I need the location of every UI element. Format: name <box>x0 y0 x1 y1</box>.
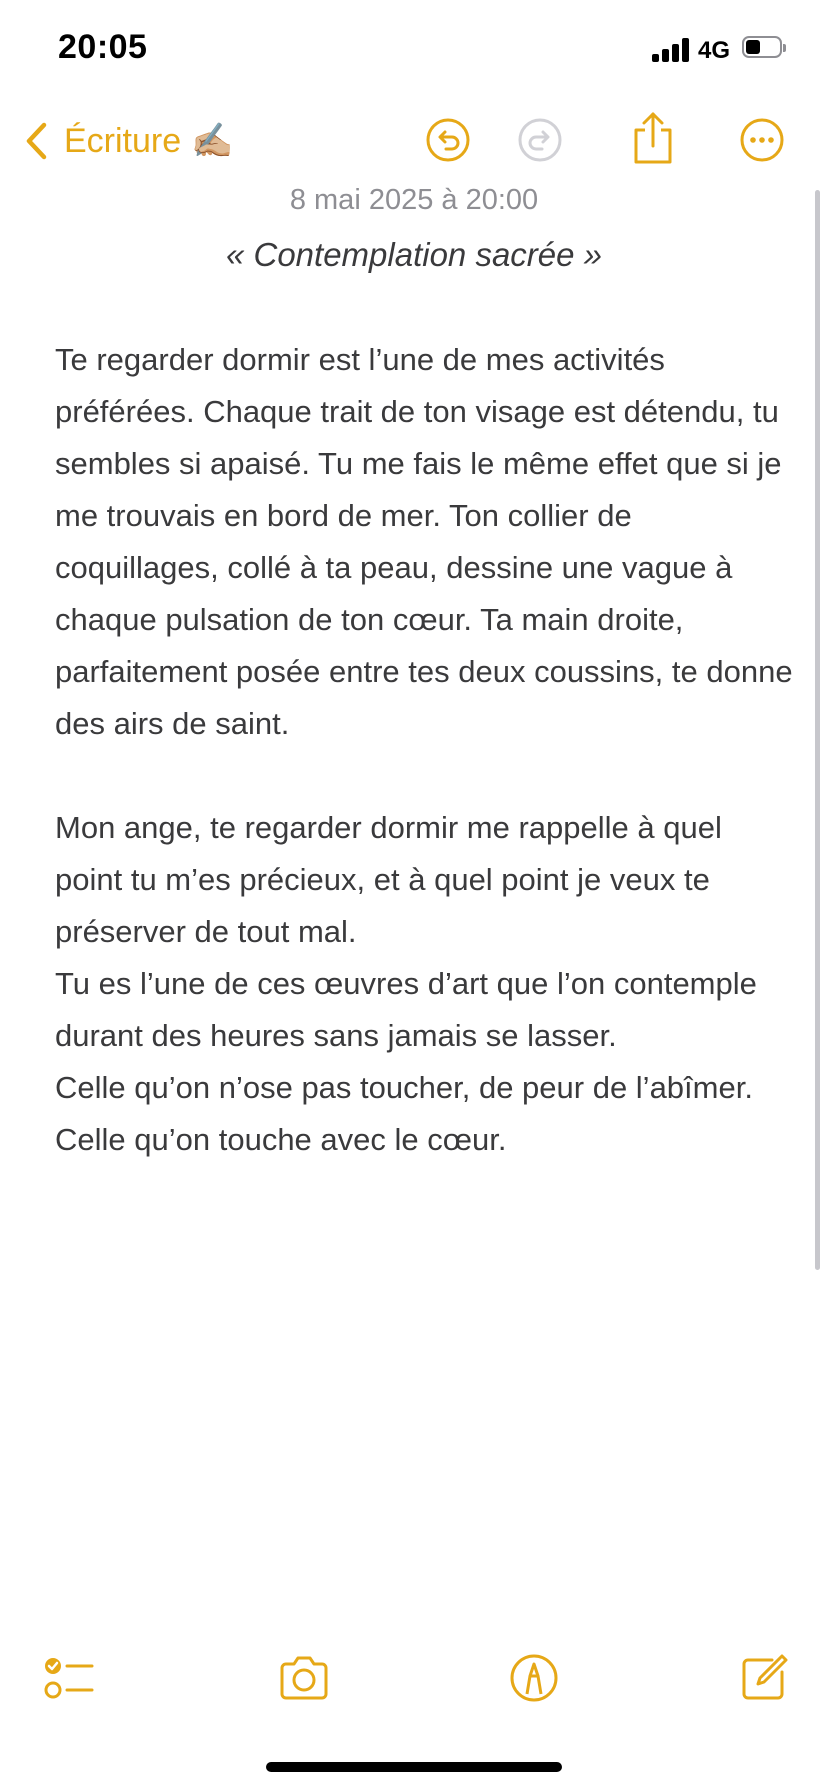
nav-bar <box>0 100 828 180</box>
camera-icon[interactable] <box>276 1650 332 1706</box>
chevron-left-icon <box>24 121 50 161</box>
checklist-icon[interactable] <box>40 1650 96 1706</box>
markup-icon[interactable] <box>506 1650 562 1706</box>
blank-line <box>55 750 795 802</box>
back-label: Écriture <box>64 121 182 160</box>
home-indicator[interactable] <box>266 1762 562 1772</box>
note-title[interactable]: « Contemplation sacrée » <box>225 236 603 273</box>
status-bar <box>0 0 828 100</box>
paragraph: Mon ange, te regarder dormir me rappelle à quel point tu m’es précieux, et à quel point je veux te préserver de tout mal. <box>55 810 722 949</box>
note-body[interactable] <box>55 334 795 1166</box>
more-icon[interactable] <box>738 116 786 164</box>
signal-icon <box>652 36 692 62</box>
battery-icon <box>742 36 788 60</box>
network-type: 4G <box>698 37 731 64</box>
redo-icon[interactable] <box>516 116 564 164</box>
status-time: 20:05 <box>58 28 148 66</box>
paragraph: Celle qu’on n’ose pas toucher, de peur de l’abîmer. <box>55 1070 753 1105</box>
paragraph: Te regarder dormir est l’une de mes activités préférées. Chaque trait de ton visage est détendu, tu sembles si apaisé. Tu me fais le même effet que si je me trouvais en bord de mer. Ton collier de coquillages, collé à ta peau, dessine une vague à chaque pulsation de ton cœur. Ta main droite, parfaitement posée entre tes deux coussins, te donne des airs de saint. <box>55 342 793 741</box>
note-date: 8 mai 2025 à 20:00 <box>289 184 539 216</box>
scrollbar[interactable] <box>815 190 820 1270</box>
compose-icon[interactable] <box>736 1650 792 1706</box>
back-button[interactable] <box>24 118 233 164</box>
paragraph: Celle qu’on touche avec le cœur. <box>55 1122 507 1157</box>
bottom-toolbar <box>0 1650 828 1710</box>
share-icon[interactable] <box>628 110 678 166</box>
writing-hand-emoji: ✍🏼 <box>191 122 234 160</box>
paragraph: Tu es l’une de ces œuvres d’art que l’on contemple durant des heures sans jamais se lasser. <box>55 966 757 1053</box>
undo-icon[interactable] <box>424 116 472 164</box>
